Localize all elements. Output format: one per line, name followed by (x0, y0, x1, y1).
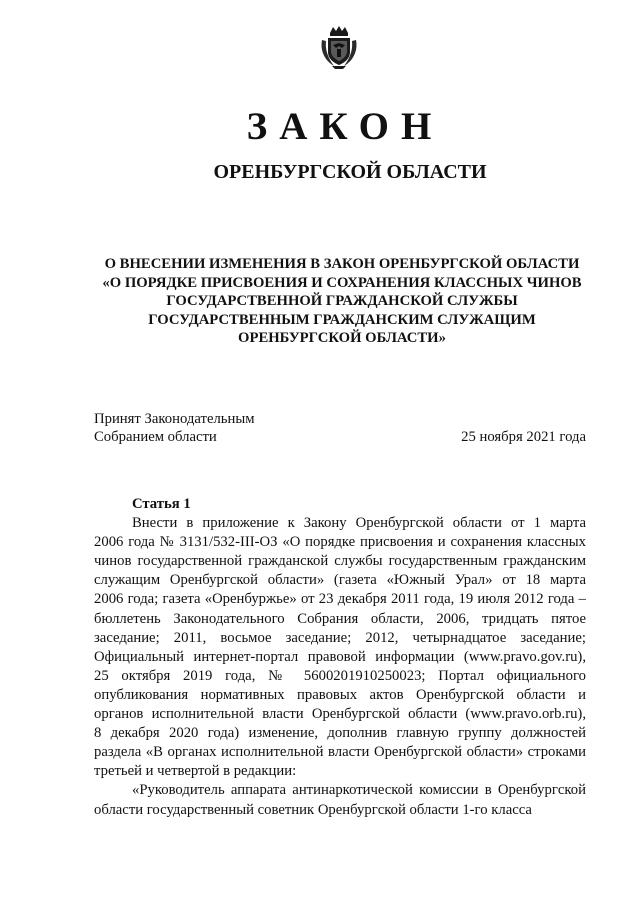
article-line: 2006 года № 3131/532-III-ОЗ «О порядке присвоения и сохранения классных (94, 534, 586, 551)
law-heading-line: ГОСУДАРСТВЕННОЙ ГРАЖДАНСКОЙ СЛУЖБЫ (166, 293, 518, 309)
article-line: опубликования нормативных правовых актов Оренбургской области и (94, 686, 586, 703)
document-subtitle: ОРЕНБУРГСКОЙ ОБЛАСТИ (213, 161, 487, 183)
article-line: 25 октября 2019 года, № 5600201910250023; Портал официального (94, 667, 586, 684)
article-body (94, 495, 586, 820)
article-line: 8 декабря 2020 года) изменение, дополнив главную группу должностей (94, 725, 586, 742)
article-line: служащим Оренбургской области» (газета «Южный Урал» от 18 марта (94, 572, 586, 589)
article-line: бюллетень Законодательного Собрания области, 2006, тридцать пятое (94, 610, 586, 627)
article-title: Статья 1 (132, 496, 191, 512)
adoption-date: 25 ноября 2021 года (461, 429, 586, 445)
article-line: заседание; 2011, восьмое заседание; 2012, четырнадцатое заседание; (94, 629, 586, 646)
adoption-line: Собранием области (94, 429, 217, 445)
article-line: органов исполнительной власти Оренбургской области (www.pravo.orb.ru), (94, 706, 586, 723)
adoption-line: Принят Законодательным (94, 411, 255, 427)
law-heading-line: «О ПОРЯДКЕ ПРИСВОЕНИЯ И СОХРАНЕНИЯ КЛАССНЫХ ЧИНОВ (102, 274, 582, 291)
article-line: Официальный интернет-портал правовой информации (www.pravo.gov.ru), (94, 648, 586, 665)
article-line: третьей и четвертой в редакции: (94, 763, 297, 780)
article-line: Внести в приложение к Закону Оренбургской области от 1 марта (132, 515, 586, 532)
article-line: раздела «В органах исполнительной власти Оренбургской области» строками (94, 744, 586, 761)
article-line: области государственный советник Оренбургской области 1-го класса (94, 801, 532, 818)
article-line: 2006 года; газета «Оренбуржье» от 23 декабря 2011 года, 19 июля 2012 года – (94, 591, 586, 608)
law-heading-line: ОРЕНБУРГСКОЙ ОБЛАСТИ» (238, 330, 446, 346)
orenburg-coat-of-arms-icon (316, 24, 362, 70)
article-line: «Руководитель аппарата антинаркотической комиссии в Оренбургской (132, 782, 586, 799)
article-line: чинов государственной гражданской службы государственным гражданским (94, 553, 586, 570)
law-heading-line: ГОСУДАРСТВЕННЫМ ГРАЖДАНСКИМ СЛУЖАЩИМ (148, 311, 536, 328)
document-title: ЗАКОН (246, 105, 444, 148)
adoption-info (94, 410, 255, 446)
law-heading (94, 255, 590, 348)
law-heading-line: О ВНЕСЕНИИ ИЗМЕНЕНИЯ В ЗАКОН ОРЕНБУРГСКОЙ ОБЛАСТИ (104, 256, 580, 272)
